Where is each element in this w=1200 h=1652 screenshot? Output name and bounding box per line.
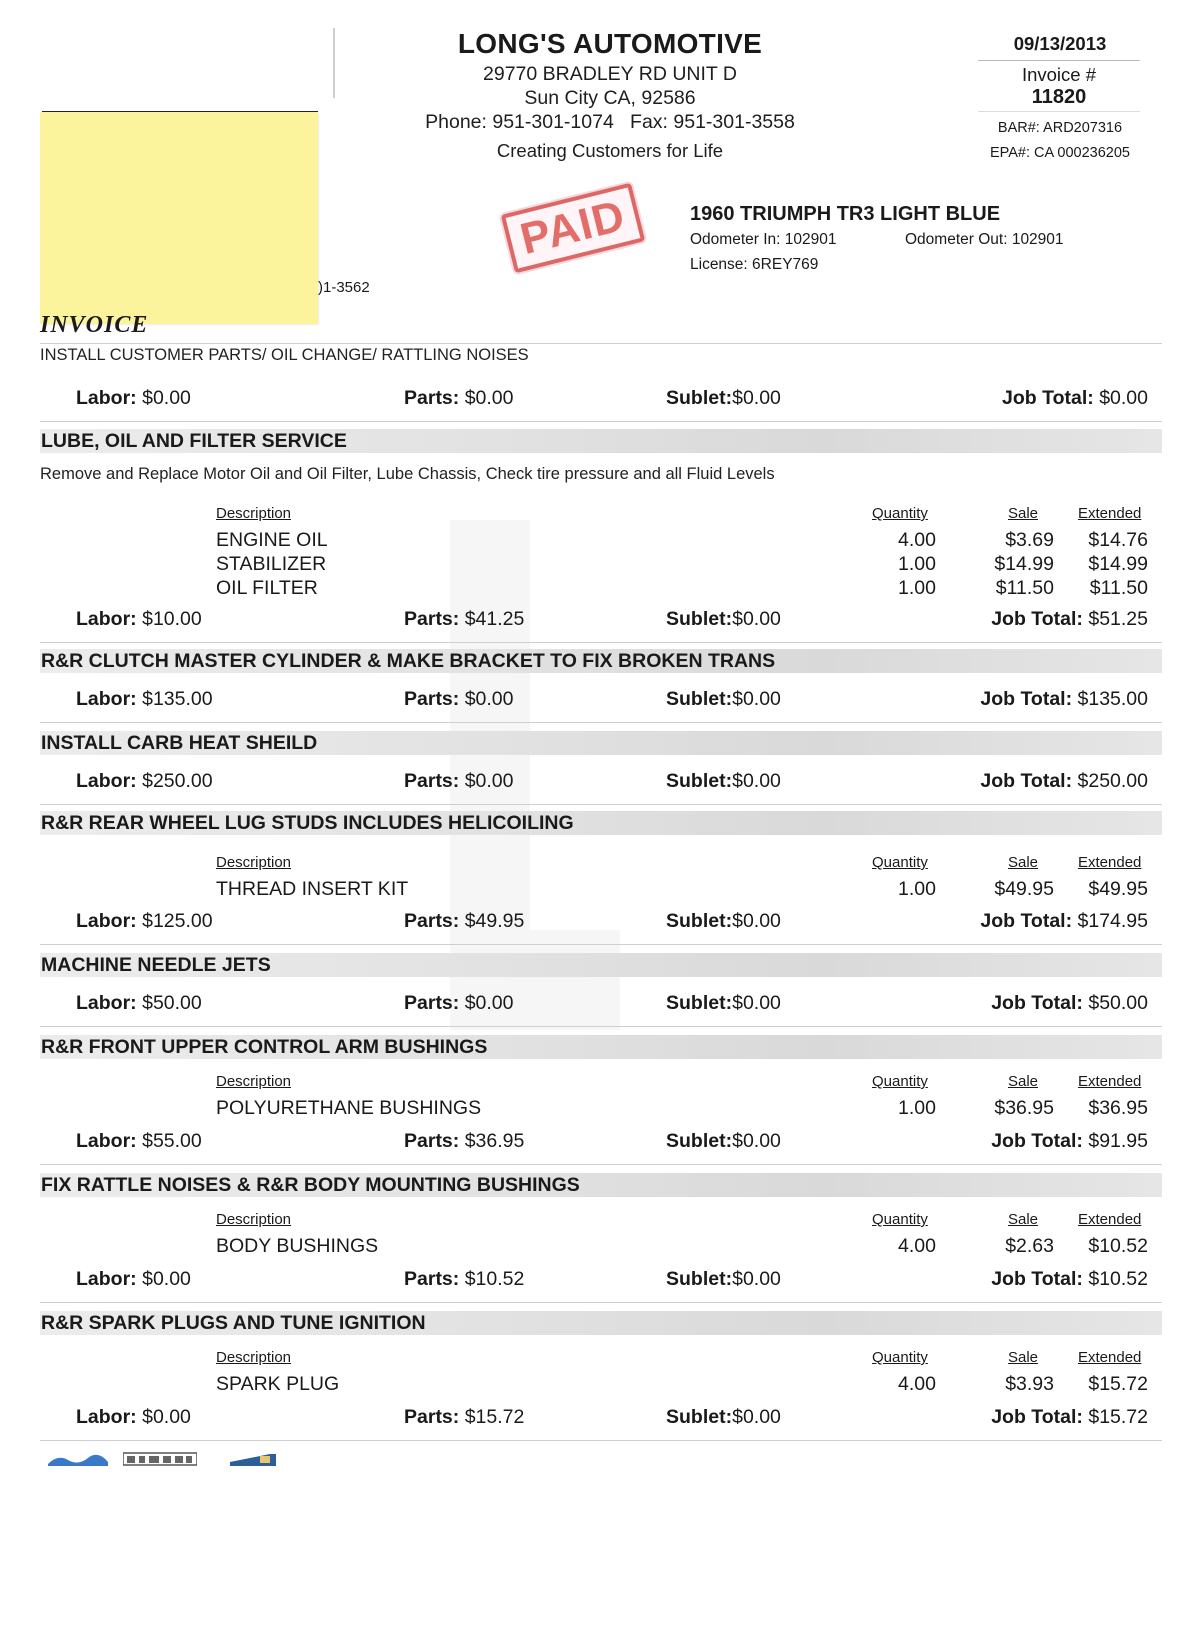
parts-label: Parts:: [404, 1130, 460, 1152]
invoice-heading: INVOICE: [40, 312, 149, 338]
divider: [40, 722, 1162, 723]
parts-label: Parts:: [404, 910, 460, 932]
divider: [40, 421, 1162, 422]
part-description: THREAD INSERT KIT: [216, 878, 409, 900]
labor: [76, 1268, 191, 1291]
job-header: [40, 1035, 1162, 1059]
labor-label: Labor:: [76, 608, 137, 630]
part-sale-price: $36.95: [994, 1097, 1054, 1119]
scan-artifact-line: [333, 28, 335, 98]
sublet-label: Sublet:: [666, 387, 733, 409]
sublet: [666, 608, 781, 631]
job-total: [880, 770, 1148, 793]
job-total-label: Job Total:: [980, 910, 1073, 932]
part-sale-price: $2.63: [1005, 1235, 1054, 1257]
job-total: [880, 608, 1148, 631]
labor: [76, 910, 213, 933]
parts: [404, 992, 514, 1015]
col-header-extended: Extended: [1078, 1211, 1142, 1228]
job-total: [880, 1268, 1148, 1291]
labor-value: $135.00: [142, 688, 213, 710]
job-total-label: Job Total:: [991, 1268, 1083, 1290]
sublet: [666, 1406, 781, 1429]
sublet-label: Sublet:: [666, 770, 733, 792]
sublet-label: Sublet:: [666, 1268, 733, 1290]
part-description: STABILIZER: [216, 553, 327, 575]
parts-value: $0.00: [464, 387, 514, 409]
labor: [76, 992, 202, 1015]
labor: [76, 688, 213, 711]
job-total-value: $50.00: [1088, 992, 1148, 1014]
job-total-label: Job Total:: [1002, 387, 1094, 409]
parts-value: $41.25: [464, 608, 525, 630]
job-header: [40, 1173, 1162, 1197]
labor-label: Labor:: [76, 387, 137, 409]
part-description: OIL FILTER: [216, 577, 318, 599]
job-total-value: $51.25: [1088, 608, 1148, 630]
col-header-quantity: Quantity: [872, 1349, 928, 1366]
odometer-out: Odometer Out: 102901: [905, 231, 1064, 248]
sublet-label: Sublet:: [666, 688, 733, 710]
divider: [40, 343, 1162, 344]
labor-label: Labor:: [76, 992, 137, 1014]
col-header-extended: Extended: [1078, 1073, 1142, 1090]
job-total: [880, 387, 1148, 410]
part-quantity: 1.00: [898, 553, 936, 575]
part-description: SPARK PLUG: [216, 1373, 340, 1395]
job-total-value: $15.72: [1088, 1406, 1148, 1428]
part-sale-price: $3.69: [1005, 529, 1054, 551]
shop-phone-fax: Phone: 951-301-1074 Fax: 951-301-3558: [425, 111, 795, 133]
col-header-quantity: Quantity: [872, 854, 928, 871]
epa-number: EPA#: CA 000236205: [989, 145, 1130, 161]
col-header-description: Description: [216, 1073, 292, 1090]
job-total: [880, 688, 1148, 711]
part-extended-price: $11.50: [1089, 577, 1148, 599]
job-note: Remove and Replace Motor Oil and Oil Filter, Lube Chassis, Check tire pressure and all Fluid Levels: [40, 465, 775, 483]
col-header-extended: Extended: [1078, 854, 1142, 871]
job-total-value: $174.95: [1077, 910, 1148, 932]
parts-label: Parts:: [404, 1268, 460, 1290]
license-plate: License: 6REY769: [690, 256, 819, 273]
part-extended-price: $49.95: [1088, 878, 1148, 900]
parts-value: $49.95: [464, 910, 525, 932]
job-total-label: Job Total:: [991, 1130, 1083, 1152]
sublet-label: Sublet:: [666, 992, 733, 1014]
part-extended-price: $15.72: [1088, 1373, 1148, 1395]
job-title: MACHINE NEEDLE JETS: [41, 954, 271, 976]
sticky-note: [40, 112, 318, 324]
part-sale-price: $14.99: [994, 553, 1054, 575]
part-quantity: 4.00: [898, 529, 936, 551]
labor-value: $10.00: [142, 608, 202, 630]
sublet-value: $0.00: [732, 608, 781, 630]
labor-value: $55.00: [142, 1130, 202, 1152]
part-extended-price: $14.76: [1088, 529, 1148, 551]
parts-value: $10.52: [464, 1268, 525, 1290]
col-header-sale: Sale: [1008, 505, 1039, 522]
part-sale-price: $49.95: [994, 878, 1054, 900]
parts: [404, 387, 514, 410]
job-title: R&R CLUTCH MASTER CYLINDER & MAKE BRACKET TO FIX BROKEN TRANS: [41, 650, 776, 672]
parts-value: $0.00: [464, 992, 514, 1014]
parts: [404, 1268, 524, 1291]
sublet: [666, 1130, 781, 1153]
job-title: INSTALL CARB HEAT SHEILD: [41, 732, 318, 754]
job-header: [40, 1311, 1162, 1335]
labor: [76, 608, 202, 631]
part-quantity: 4.00: [898, 1235, 936, 1257]
part-extended-price: $10.52: [1088, 1235, 1148, 1257]
labor-value: $50.00: [142, 992, 202, 1014]
parts: [404, 688, 514, 711]
labor-label: Labor:: [76, 770, 137, 792]
sublet: [666, 992, 781, 1015]
sublet-value: $0.00: [732, 1268, 781, 1290]
labor-value: $125.00: [142, 910, 213, 932]
job-header: [40, 649, 1162, 673]
brand-logo-right: [230, 1452, 276, 1466]
invoice-number-box: [978, 60, 1140, 112]
invoice-number-label: Invoice #: [1021, 64, 1097, 85]
job-total: [880, 992, 1148, 1015]
odometer-in: Odometer In: 102901: [690, 231, 837, 248]
parts: [404, 770, 514, 793]
job-total-label: Job Total:: [991, 992, 1083, 1014]
sublet-value: $0.00: [732, 1130, 781, 1152]
labor-value: $0.00: [142, 1406, 191, 1428]
job-header: [40, 953, 1162, 977]
job-note: INSTALL CUSTOMER PARTS/ OIL CHANGE/ RATTLING NOISES: [40, 346, 529, 364]
divider: [40, 1440, 1162, 1441]
labor-label: Labor:: [76, 1130, 137, 1152]
part-quantity: 4.00: [898, 1373, 936, 1395]
part-extended-price: $36.95: [1088, 1097, 1148, 1119]
job-title: R&R FRONT UPPER CONTROL ARM BUSHINGS: [41, 1036, 488, 1058]
labor: [76, 387, 191, 410]
job-total-label: Job Total:: [991, 608, 1083, 630]
job-header: [40, 731, 1162, 755]
sublet: [666, 770, 781, 793]
parts-value: $0.00: [464, 688, 514, 710]
sublet: [666, 387, 781, 410]
labor-label: Labor:: [76, 688, 137, 710]
job-total-value: $250.00: [1077, 770, 1148, 792]
invoice-date: 09/13/2013: [1013, 33, 1107, 54]
col-header-sale: Sale: [1008, 854, 1039, 871]
job-title: R&R REAR WHEEL LUG STUDS INCLUDES HELICOILING: [41, 812, 574, 834]
job-total: [880, 1406, 1148, 1429]
labor: [76, 770, 213, 793]
part-quantity: 1.00: [898, 577, 936, 599]
job-total-value: $91.95: [1088, 1130, 1148, 1152]
parts-label: Parts:: [404, 770, 460, 792]
sublet-value: $0.00: [732, 387, 781, 409]
sublet: [666, 1268, 781, 1291]
parts-label: Parts:: [404, 608, 460, 630]
parts-label: Parts:: [404, 387, 460, 409]
divider: [40, 944, 1162, 945]
part-quantity: 1.00: [898, 878, 936, 900]
sublet: [666, 688, 781, 711]
labor: [76, 1406, 191, 1429]
sublet-value: $0.00: [732, 770, 781, 792]
shop-address-line1: 29770 BRADLEY RD UNIT D: [483, 63, 737, 85]
col-header-quantity: Quantity: [872, 1211, 928, 1228]
job-total-label: Job Total:: [991, 1406, 1083, 1428]
divider: [40, 642, 1162, 643]
shop-slogan: Creating Customers for Life: [496, 140, 724, 161]
parts: [404, 1130, 524, 1153]
parts-label: Parts:: [404, 992, 460, 1014]
brand-logo-left: [48, 1452, 108, 1466]
vehicle-title: 1960 TRIUMPH TR3 LIGHT BLUE: [690, 203, 1001, 225]
parts: [404, 608, 524, 631]
parts-value: $15.72: [464, 1406, 525, 1428]
part-sale-price: $11.50: [995, 577, 1054, 599]
sublet: [666, 910, 781, 933]
parts-label: Parts:: [404, 1406, 460, 1428]
col-header-description: Description: [216, 505, 292, 522]
job-header: [40, 429, 1162, 453]
shop-name: LONG'S AUTOMOTIVE: [457, 28, 763, 59]
col-header-sale: Sale: [1008, 1073, 1039, 1090]
sublet-label: Sublet:: [666, 1406, 733, 1428]
divider: [40, 1164, 1162, 1165]
col-header-description: Description: [216, 854, 292, 871]
job-total-value: $135.00: [1077, 688, 1148, 710]
col-header-sale: Sale: [1008, 1349, 1039, 1366]
sublet-label: Sublet:: [666, 910, 733, 932]
parts-value: $36.95: [464, 1130, 525, 1152]
part-description: ENGINE OIL: [216, 529, 328, 551]
sublet-value: $0.00: [732, 688, 781, 710]
parts: [404, 1406, 524, 1429]
job-title: FIX RATTLE NOISES & R&R BODY MOUNTING BUSHINGS: [41, 1174, 580, 1196]
part-description: POLYURETHANE BUSHINGS: [216, 1097, 482, 1119]
labor-label: Labor:: [76, 1406, 137, 1428]
part-sale-price: $3.93: [1005, 1373, 1054, 1395]
job-title: R&R SPARK PLUGS AND TUNE IGNITION: [41, 1312, 426, 1334]
sublet-label: Sublet:: [666, 1130, 733, 1152]
labor-label: Labor:: [76, 1268, 137, 1290]
customer-phone-fragment: )1-3562: [318, 279, 370, 296]
col-header-description: Description: [216, 1349, 292, 1366]
labor-value: $0.00: [142, 387, 191, 409]
labor-value: $250.00: [142, 770, 213, 792]
divider: [40, 804, 1162, 805]
divider: [40, 1026, 1162, 1027]
sublet-value: $0.00: [732, 1406, 781, 1428]
col-header-description: Description: [216, 1211, 292, 1228]
labor-value: $0.00: [142, 1268, 191, 1290]
job-total: [880, 910, 1148, 933]
sublet-value: $0.00: [732, 992, 781, 1014]
part-description: BODY BUSHINGS: [216, 1235, 379, 1257]
part-quantity: 1.00: [898, 1097, 936, 1119]
parts: [404, 910, 524, 933]
sublet-value: $0.00: [732, 910, 781, 932]
col-header-quantity: Quantity: [872, 505, 928, 522]
sublet-label: Sublet:: [666, 608, 733, 630]
col-header-extended: Extended: [1078, 505, 1142, 522]
job-total-label: Job Total:: [980, 770, 1073, 792]
labor: [76, 1130, 202, 1153]
job-header: [40, 811, 1162, 835]
job-total: [880, 1130, 1148, 1153]
job-total-value: $0.00: [1099, 387, 1148, 409]
brand-logo-mitchell: [123, 1452, 197, 1466]
shop-address-line2: Sun City CA, 92586: [524, 87, 696, 109]
col-header-sale: Sale: [1008, 1211, 1039, 1228]
paid-stamp: PAID: [501, 183, 645, 274]
labor-label: Labor:: [76, 910, 137, 932]
job-title: LUBE, OIL AND FILTER SERVICE: [41, 430, 347, 452]
divider: [40, 1302, 1162, 1303]
parts-label: Parts:: [404, 688, 460, 710]
bar-number: BAR#: ARD207316: [997, 120, 1123, 136]
invoice-number: 11820: [1031, 86, 1087, 108]
col-header-extended: Extended: [1078, 1349, 1142, 1366]
parts-value: $0.00: [464, 770, 514, 792]
part-extended-price: $14.99: [1088, 553, 1148, 575]
job-total-label: Job Total:: [980, 688, 1073, 710]
job-total-value: $10.52: [1088, 1268, 1148, 1290]
col-header-quantity: Quantity: [872, 1073, 928, 1090]
